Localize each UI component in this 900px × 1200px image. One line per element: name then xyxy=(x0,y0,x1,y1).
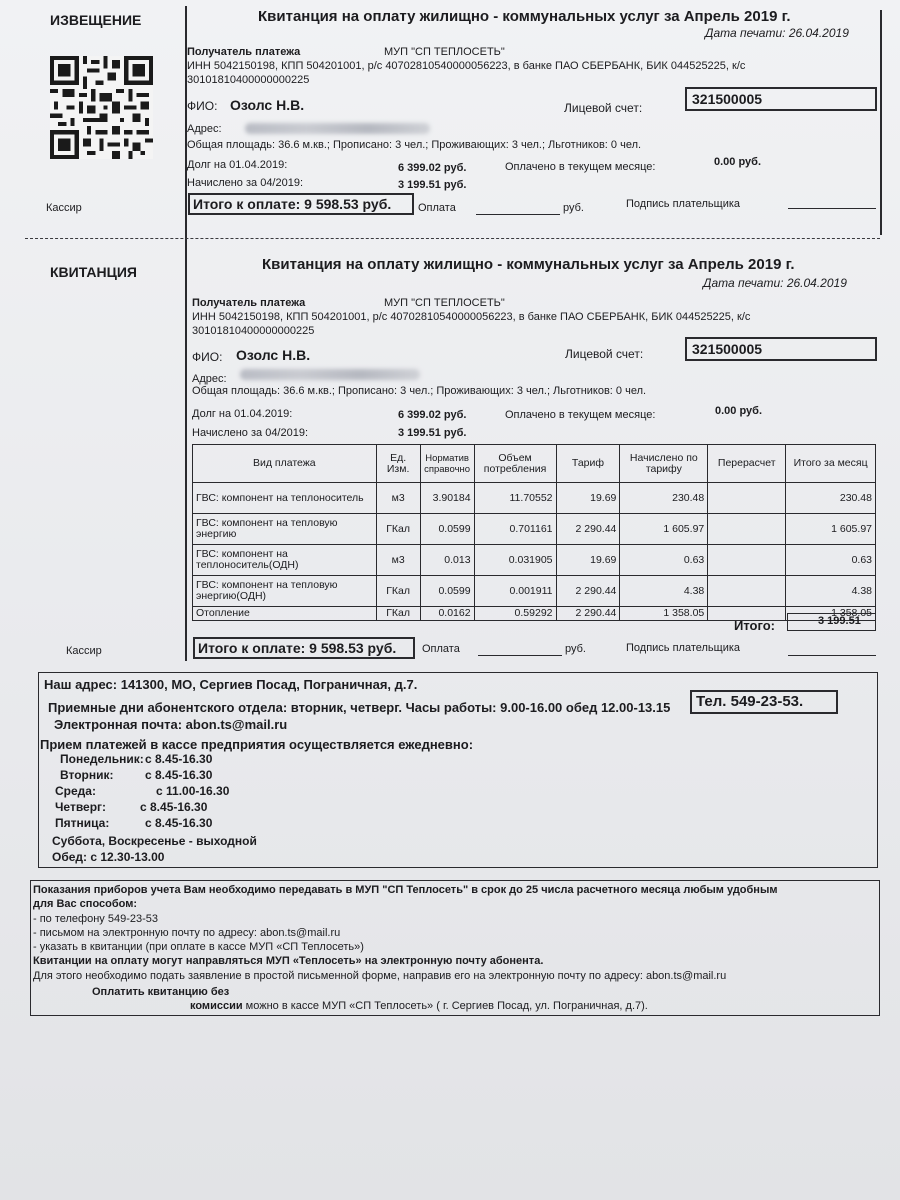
cell-name: ГВС: компонент на тепловую энергию(ОДН) xyxy=(193,576,377,607)
receipt-fio-label: ФИО: xyxy=(192,350,223,364)
table-total-value: 3 199.51 xyxy=(818,615,861,627)
schedule-time: с 11.00-16.30 xyxy=(156,784,230,798)
table-total-label: Итого: xyxy=(734,618,775,633)
meters-pay-line2 xyxy=(190,1000,648,1012)
notice-debt-label: Долг на 01.04.2019: xyxy=(187,159,288,171)
header-volume: Объем потребления xyxy=(474,445,556,483)
header-norm: Норматив справочно xyxy=(420,445,474,483)
cell-recalc xyxy=(708,483,786,514)
cell-norm: 0.013 xyxy=(420,545,474,576)
notice-charged: 3 199.51 руб. xyxy=(398,179,467,191)
receipt-account-label: Лицевой счет: xyxy=(565,347,644,361)
cell-unit: м3 xyxy=(376,483,420,514)
info-hours: Приемные дни абонентского отдела: вторник, четверг. Часы работы: 9.00-16.00 обед 12.00-13.15 xyxy=(48,700,671,715)
cell-name: ГВС: компонент на теплоноситель xyxy=(193,483,377,514)
cell-unit: м3 xyxy=(376,545,420,576)
notice-recipient: МУП "СП ТЕПЛОСЕТЬ" xyxy=(384,46,505,58)
meters-line1: Показания приборов учета Вам необходимо передавать в МУП "СП Теплосеть" в срок до 25 числа расчетного месяца любым удобным xyxy=(33,884,778,896)
notice-account: 321500005 xyxy=(692,91,763,107)
receipt-area-line: Общая площадь: 36.6 м.кв.; Прописано: 3 чел.; Проживающих: 3 чел.; Льготников: 0 чел. xyxy=(192,385,647,397)
cut-line xyxy=(25,238,880,239)
meters-email-text: Для этого необходимо подать заявление в простой письменной форме, направив его на электронную почту по адресу: abon.ts@mail.ru xyxy=(33,970,727,982)
cell-volume: 11.70552 xyxy=(474,483,556,514)
notice-paid-label: Оплачено в текущем месяце: xyxy=(505,161,656,173)
schedule-day: Понедельник: xyxy=(60,752,144,766)
cell-charged: 4.38 xyxy=(620,576,708,607)
meters-item-receipt: - указать в квитанции (при оплате в кассе МУП «СП Теплосеть») xyxy=(33,941,364,953)
schedule-day: Среда: xyxy=(55,784,96,798)
cell-norm: 3.90184 xyxy=(420,483,474,514)
notice-recipient-label: Получатель платежа xyxy=(187,46,301,58)
notice-bank-line2: 30101810400000000225 xyxy=(187,74,310,86)
notice-rub: руб. xyxy=(563,202,584,214)
cell-volume: 0.001911 xyxy=(474,576,556,607)
notice-label: ИЗВЕЩЕНИЕ xyxy=(50,12,142,28)
receipt-pay-line xyxy=(478,655,562,656)
notice-fio: Озолс Н.В. xyxy=(230,97,305,113)
cell-unit: ГКал xyxy=(376,607,420,621)
header-payment-type: Вид платежа xyxy=(193,445,377,483)
notice-pay-line xyxy=(476,214,560,215)
notice-signature-line xyxy=(788,208,876,209)
receipt-charged-label: Начислено за 04/2019: xyxy=(192,427,309,439)
receipt-recipient-label: Получатель платежа xyxy=(192,297,306,309)
receipt-total: Итого к оплате: 9 598.53 руб. xyxy=(198,640,397,656)
charges-table xyxy=(192,444,876,621)
receipt-rub: руб. xyxy=(565,643,586,655)
notice-debt: 6 399.02 руб. xyxy=(398,162,467,174)
header-total: Итого за месяц xyxy=(786,445,876,483)
schedule-time: с 8.45-16.30 xyxy=(145,768,213,782)
notice-area-line: Общая площадь: 36.6 м.кв.; Прописано: 3 чел.; Проживающих: 3 чел.; Льготников: 0 чел. xyxy=(187,139,642,151)
schedule-weekend: Суббота, Воскресенье - выходной xyxy=(52,834,257,848)
table-row xyxy=(193,545,876,576)
meters-email-title: Квитанции на оплату могут направляться МУП «Теплосеть» на электронную почту абонента. xyxy=(33,955,544,967)
cell-name: Отопление xyxy=(193,607,377,621)
cell-unit: ГКал xyxy=(376,514,420,545)
meters-line2: для Вас способом: xyxy=(33,898,138,910)
cell-unit: ГКал xyxy=(376,576,420,607)
cell-volume: 0.031905 xyxy=(474,545,556,576)
schedule-time: с 8.45-16.30 xyxy=(145,752,213,766)
receipt-recipient: МУП "СП ТЕПЛОСЕТЬ" xyxy=(384,297,505,309)
schedule-day: Четверг: xyxy=(55,800,107,814)
receipt-debt-label: Долг на 01.04.2019: xyxy=(192,408,293,420)
cell-total: 0.63 xyxy=(786,545,876,576)
schedule-day: Пятница: xyxy=(55,816,110,830)
notice-title: Квитанция на оплату жилищно - коммунальных услуг за Апрель 2019 г. xyxy=(258,8,791,25)
cell-name: ГВС: компонент на теплоноситель(ОДН) xyxy=(193,545,377,576)
notice-account-label: Лицевой счет: xyxy=(564,101,643,115)
receipt-fio: Озолс Н.В. xyxy=(236,347,311,363)
receipt-address-blurred xyxy=(240,369,420,380)
cell-charged: 1 358.05 xyxy=(620,607,708,621)
header-recalc: Перерасчет xyxy=(708,445,786,483)
meters-item-email: - письмом на электронную почту по адресу: abon.ts@mail.ru xyxy=(33,927,341,939)
schedule-lunch: Обед: с 12.30-13.00 xyxy=(52,850,165,864)
cell-norm: 0.0599 xyxy=(420,514,474,545)
cell-tariff: 2 290.44 xyxy=(556,514,620,545)
cell-charged: 1 605.97 xyxy=(620,514,708,545)
cell-recalc xyxy=(708,514,786,545)
meters-pay-line1: Оплатить квитанцию без xyxy=(92,986,230,998)
cell-recalc xyxy=(708,576,786,607)
cell-volume: 0.701161 xyxy=(474,514,556,545)
header-tariff: Тариф xyxy=(556,445,620,483)
receipt-bank-line1: ИНН 5042150198, КПП 504201001, р/с 40702810540000056223, в банке ПАО СБЕРБАНК, БИК 044525225, к/с xyxy=(192,311,751,323)
receipt-paid: 0.00 руб. xyxy=(715,405,763,417)
meters-pay-rest: можно в кассе МУП «СП Теплосеть» ( г. Сергиев Посад, ул. Пограничная, д.7). xyxy=(242,1000,648,1012)
info-phone: Тел. 549-23-53. xyxy=(696,693,804,710)
cell-norm: 0.0162 xyxy=(420,607,474,621)
receipt-title: Квитанция на оплату жилищно - коммунальных услуг за Апрель 2019 г. xyxy=(262,256,795,273)
meters-item-phone: - по телефону 549-23-53 xyxy=(33,913,159,925)
receipt-paid-label: Оплачено в текущем месяце: xyxy=(505,409,656,421)
info-email: Электронная почта: abon.ts@mail.ru xyxy=(54,717,288,732)
cell-tariff: 2 290.44 xyxy=(556,576,620,607)
receipt-address-label: Адрес: xyxy=(192,373,227,385)
cell-name: ГВС: компонент на тепловую энергию xyxy=(193,514,377,545)
cell-tariff: 2 290.44 xyxy=(556,607,620,621)
table-row xyxy=(193,483,876,514)
notice-address-blurred xyxy=(245,123,430,134)
cell-charged: 230.48 xyxy=(620,483,708,514)
qr-code-icon xyxy=(50,56,153,159)
schedule-time: с 8.45-16.30 xyxy=(140,800,208,814)
header-unit: Ед. Изм. xyxy=(376,445,420,483)
cell-volume: 0.59292 xyxy=(474,607,556,621)
receipt-print-date: Дата печати: 26.04.2019 xyxy=(703,276,847,290)
cell-tariff: 19.69 xyxy=(556,545,620,576)
cell-total: 1 605.97 xyxy=(786,514,876,545)
notice-pay-label: Оплата xyxy=(418,202,456,214)
notice-print-date: Дата печати: 26.04.2019 xyxy=(705,26,849,40)
receipt-label: КВИТАНЦИЯ xyxy=(50,264,137,280)
meters-pay-commission: комиссии xyxy=(190,1000,243,1012)
receipt-pay-label: Оплата xyxy=(422,643,460,655)
cell-total: 1 358.05 xyxy=(786,607,876,621)
receipt-signature-label: Подпись плательщика xyxy=(626,642,741,654)
info-cash-title: Прием платежей в кассе предприятия осуществляется ежедневно: xyxy=(40,737,474,752)
notice-charged-label: Начислено за 04/2019: xyxy=(187,177,304,189)
receipt-cashier: Кассир xyxy=(66,645,102,657)
receipt-debt: 6 399.02 руб. xyxy=(398,409,467,421)
notice-address-label: Адрес: xyxy=(187,123,222,135)
schedule-day: Вторник: xyxy=(60,768,114,782)
page-right-border xyxy=(880,10,882,235)
receipt-charged: 3 199.51 руб. xyxy=(398,427,467,439)
cell-recalc xyxy=(708,545,786,576)
info-address: Наш адрес: 141300, МО, Сергиев Посад, Пограничная, д.7. xyxy=(44,677,418,692)
header-charged: Начислено по тарифу xyxy=(620,445,708,483)
notice-paid: 0.00 руб. xyxy=(714,156,762,168)
table-row xyxy=(193,576,876,607)
notice-fio-label: ФИО: xyxy=(187,99,218,113)
table-row xyxy=(193,514,876,545)
cell-total: 230.48 xyxy=(786,483,876,514)
cell-total: 4.38 xyxy=(786,576,876,607)
receipt-account: 321500005 xyxy=(692,341,763,357)
schedule-time: с 8.45-16.30 xyxy=(145,816,213,830)
notice-bank-line1: ИНН 5042150198, КПП 504201001, р/с 40702810540000056223, в банке ПАО СБЕРБАНК, БИК 044525225, к/с xyxy=(187,60,746,72)
receipt-signature-line xyxy=(788,655,876,656)
cell-charged: 0.63 xyxy=(620,545,708,576)
cell-tariff: 19.69 xyxy=(556,483,620,514)
cell-norm: 0.0599 xyxy=(420,576,474,607)
notice-signature-label: Подпись плательщика xyxy=(626,198,741,210)
notice-cashier: Кассир xyxy=(46,202,82,214)
notice-total: Итого к оплате: 9 598.53 руб. xyxy=(193,196,392,212)
table-header-row xyxy=(193,445,876,483)
receipt-bank-line2: 30101810400000000225 xyxy=(192,325,315,337)
